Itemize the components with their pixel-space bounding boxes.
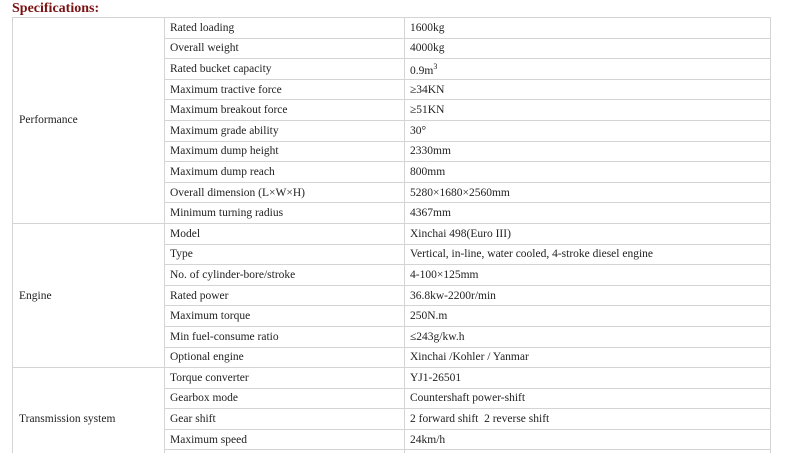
spec-label: Overall weight xyxy=(165,38,405,59)
spec-value: 24km/h xyxy=(405,429,771,450)
spec-value: 4000kg xyxy=(405,38,771,59)
spec-label: Overall dimension (L×W×H) xyxy=(165,182,405,203)
spec-value: 4-100×125mm xyxy=(405,265,771,286)
spec-value: ≤243g/kw.h xyxy=(405,326,771,347)
specifications-table xyxy=(12,17,771,453)
group-label-engine: Engine xyxy=(13,223,165,367)
spec-label: Rated power xyxy=(165,285,405,306)
spec-value: ≥51KN xyxy=(405,100,771,121)
table-row xyxy=(13,18,771,39)
spec-label: Maximum speed xyxy=(165,429,405,450)
spec-value: 4367mm xyxy=(405,203,771,224)
table-row xyxy=(13,368,771,389)
spec-value: 2330mm xyxy=(405,141,771,162)
spec-label: Maximum torque xyxy=(165,306,405,327)
spec-value: 5280×1680×2560mm xyxy=(405,182,771,203)
spec-label: Model xyxy=(165,223,405,244)
spec-label: Gear shift xyxy=(165,409,405,430)
spec-value: 250N.m xyxy=(405,306,771,327)
spec-value: 2 forward shift 2 reverse shift xyxy=(405,409,771,430)
group-label-transmission-system: Transmission system xyxy=(13,368,165,453)
spec-value: Xinchai 498(Euro III) xyxy=(405,223,771,244)
spec-value: ≥34KN xyxy=(405,79,771,100)
spec-label: Gearbox mode xyxy=(165,388,405,409)
spec-value xyxy=(405,59,771,80)
spec-value: 36.8kw-2200r/min xyxy=(405,285,771,306)
specifications-heading: Specifications: xyxy=(12,1,100,16)
spec-value: Countershaft power-shift xyxy=(405,388,771,409)
spec-label: No. of cylinder-bore/stroke xyxy=(165,265,405,286)
spec-label: Min fuel-consume ratio xyxy=(165,326,405,347)
spec-label: Torque converter xyxy=(165,368,405,389)
spec-label: Maximum breakout force xyxy=(165,100,405,121)
spec-value: 30° xyxy=(405,120,771,141)
spec-value: YJ1-26501 xyxy=(405,368,771,389)
spec-value-text: 0.9m xyxy=(410,64,434,77)
spec-label: Maximum tractive force xyxy=(165,79,405,100)
spec-value-superscript: 3 xyxy=(433,62,438,72)
spec-value: Xinchai /Kohler / Yanmar xyxy=(405,347,771,368)
spec-label: Optional engine xyxy=(165,347,405,368)
group-label-performance: Performance xyxy=(13,18,165,224)
spec-label: Maximum dump height xyxy=(165,141,405,162)
spec-value: 1600kg xyxy=(405,18,771,39)
table-row xyxy=(13,223,771,244)
spec-label: Type xyxy=(165,244,405,265)
spec-label: Maximum dump reach xyxy=(165,162,405,183)
spec-label: Minimum turning radius xyxy=(165,203,405,224)
spec-label: Rated bucket capacity xyxy=(165,59,405,80)
spec-value: 800mm xyxy=(405,162,771,183)
spec-label: Rated loading xyxy=(165,18,405,39)
spec-value: Vertical, in-line, water cooled, 4-stroke diesel engine xyxy=(405,244,771,265)
spec-label: Maximum grade ability xyxy=(165,120,405,141)
